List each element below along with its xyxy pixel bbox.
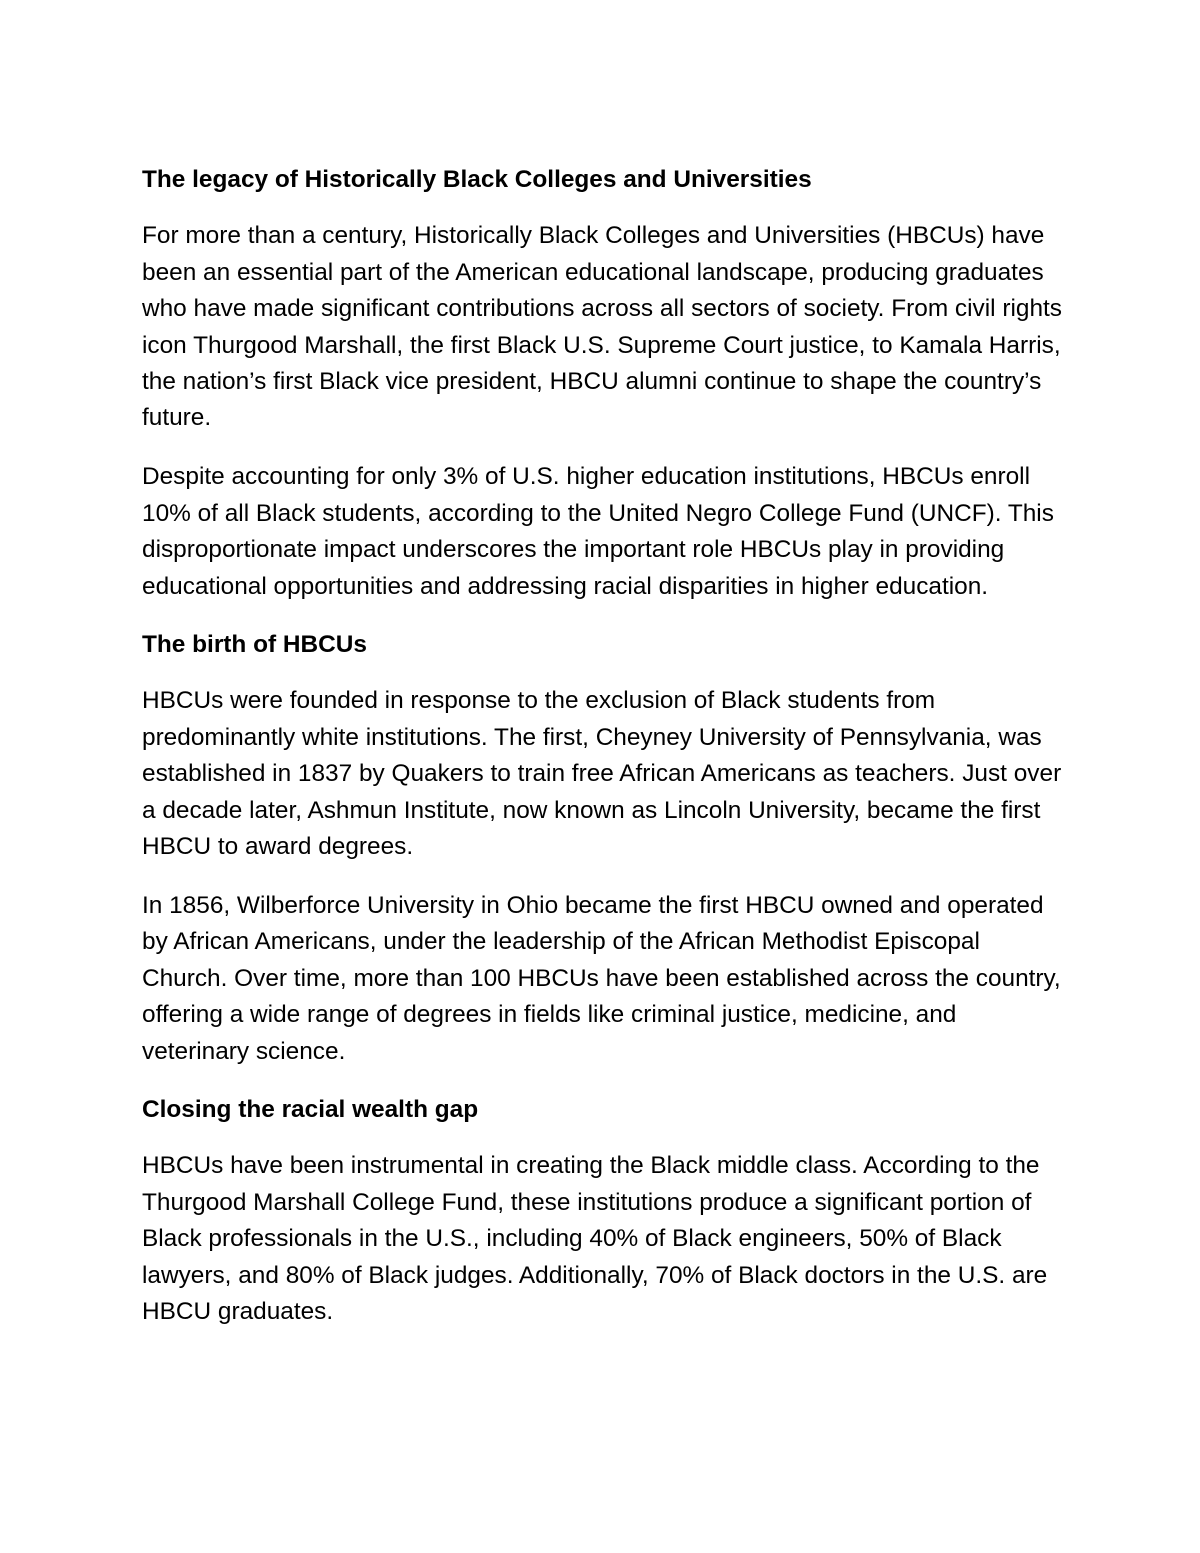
paragraph-intro-2: Despite accounting for only 3% of U.S. higher education institutions, HBCUs enroll 10% of all Black students, according to the United Negro College Fund (UNCF). This disproportionate impact underscores the important role HBCUs play in providing educational opportunities and addressing racial disparities in higher education. [142,463,1054,600]
paragraph-birth-2: In 1856, Wilberforce University in Ohio became the first HBCU owned and operated by African Americans, under the leadership of the African Methodist Episcopal Church. Over time, more than 100 HBCUs have been established across the country, offering a wide range of degrees in fields like criminal justice, medicine, and veterinary science. [142,891,1061,1065]
paragraph-birth-1: HBCUs were founded in response to the exclusion of Black students from predominantly white institutions. The first, Cheyney University of Pennsylvania, was established in 1837 by Quakers to train free African Americans as teachers. Just over a decade later, Ashmun Institute, now known as Lincoln University, became the first HBCU to award degrees. [142,687,1062,860]
paragraph-wealth-gap-1: HBCUs have been instrumental in creating the Black middle class. According to the Thurgood Marshall College Fund, these institutions produce a significant portion of Black professionals in the U.S., including 40% of Black engineers, 50% of Black lawyers, and 80% of Black judges. Additionally, 70% of Black doctors in the U.S. are HBCU graduates. [142,1152,1048,1325]
paragraph-intro-1: For more than a century, Historically Black Colleges and Universities (HBCUs) have been an essential part of the American educational landscape, producing graduates who have made significant contributions across all sectors of society. From civil rights icon Thurgood Marshall, the first Black U.S. Supreme Court justice, to Kamala Harris, the nation’s first Black vice president, HBCU alumni continue to shape the country’s future. [142,222,1062,432]
document-body [142,162,1062,1330]
section-heading-wealth-gap: Closing the racial wealth gap [142,1095,479,1123]
document-title: The legacy of Historically Black Colleges and Universities [142,166,812,193]
section-heading-birth: The birth of HBCUs [142,630,367,658]
